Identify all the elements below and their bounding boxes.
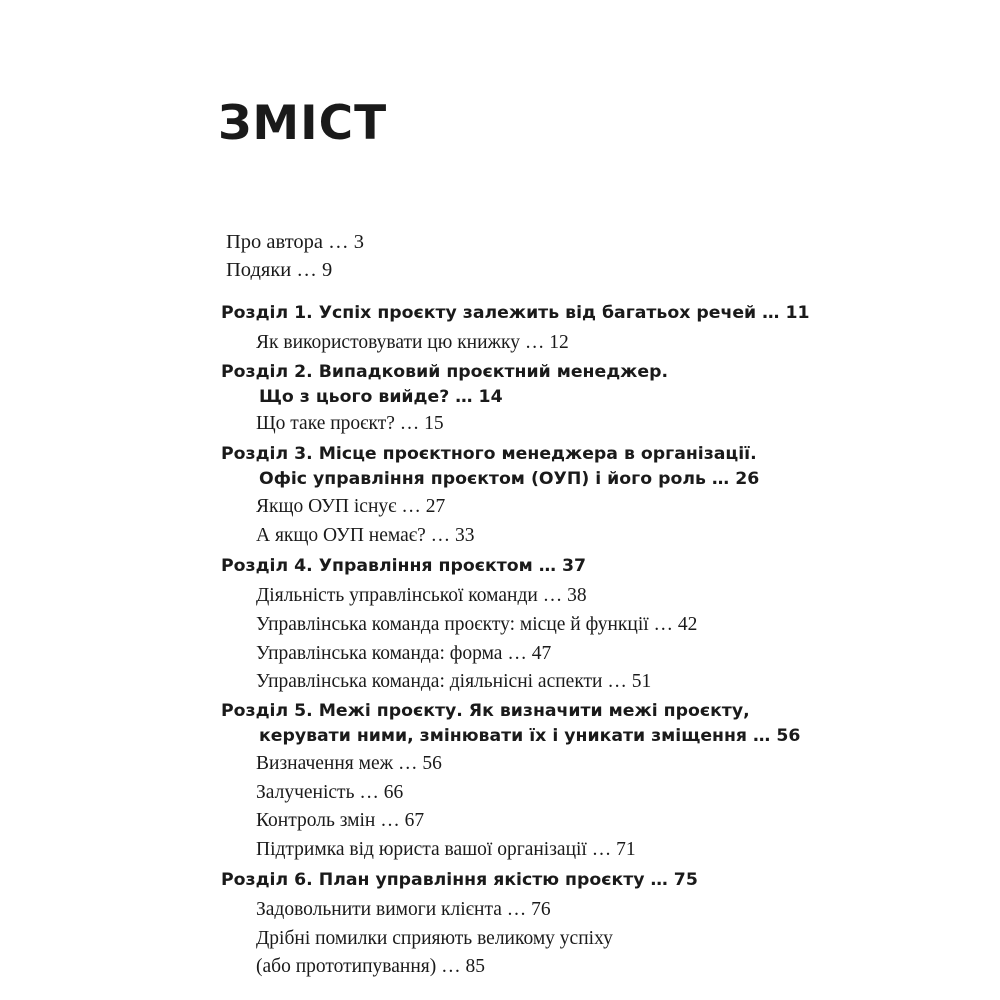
toc-section-4-3[interactable]: Управлінська команда: форма … 47 (256, 643, 552, 664)
toc-entry-about-author[interactable]: Про автора … 3 (226, 231, 364, 253)
toc-chapter-4-heading[interactable]: Розділ 4. Управління проєктом … 37 (221, 556, 587, 576)
toc-section-3-1[interactable]: Якщо ОУП існує … 27 (256, 496, 446, 517)
page-title: ЗМІСТ (218, 96, 388, 151)
toc-section-4-1[interactable]: Діяльність управлінської команди … 38 (256, 585, 587, 606)
toc-chapter-5-heading-cont[interactable]: керувати ними, змінювати їх і уникати зміщення … 56 (259, 726, 801, 746)
toc-section-6-2[interactable]: Дрібні помилки сприяють великому успіху (256, 928, 613, 949)
toc-section-4-2[interactable]: Управлінська команда проєкту: місце й функції … 42 (256, 614, 698, 635)
toc-section-6-1[interactable]: Задовольнити вимоги клієнта … 76 (256, 899, 551, 920)
toc-section-5-2[interactable]: Залученість … 66 (256, 782, 404, 803)
toc-entry-acknowledgements[interactable]: Подяки … 9 (226, 259, 333, 281)
toc-section-3-2[interactable]: А якщо ОУП немає? … 33 (256, 525, 475, 546)
toc-section-6-2-cont[interactable]: (або прототипування) … 85 (256, 956, 485, 977)
toc-chapter-5-heading[interactable]: Розділ 5. Межі проєкту. Як визначити межі проєкту, (221, 701, 750, 721)
toc-section-1-1[interactable]: Як використовувати цю книжку … 12 (256, 332, 569, 353)
toc-chapter-1-heading[interactable]: Розділ 1. Успіх проєкту залежить від багатьох речей … 11 (221, 303, 810, 323)
toc-chapter-2-heading-cont[interactable]: Що з цього вийде? … 14 (259, 387, 503, 407)
toc-chapter-6-heading[interactable]: Розділ 6. План управління якістю проєкту … 75 (221, 870, 698, 890)
toc-section-4-4[interactable]: Управлінська команда: діяльнісні аспекти … 51 (256, 671, 652, 692)
toc-section-5-1[interactable]: Визначення меж … 56 (256, 753, 442, 774)
toc-chapter-3-heading-cont[interactable]: Офіс управління проєктом (ОУП) і його роль … 26 (259, 469, 760, 489)
toc-section-2-1[interactable]: Що таке проєкт? … 15 (256, 413, 444, 434)
toc-chapter-3-heading[interactable]: Розділ 3. Місце проєктного менеджера в організації. (221, 444, 757, 464)
toc-section-5-4[interactable]: Підтримка від юриста вашої організації … 71 (256, 839, 636, 860)
toc-section-5-3[interactable]: Контроль змін … 67 (256, 810, 425, 831)
toc-chapter-2-heading[interactable]: Розділ 2. Випадковий проєктний менеджер. (221, 362, 669, 382)
